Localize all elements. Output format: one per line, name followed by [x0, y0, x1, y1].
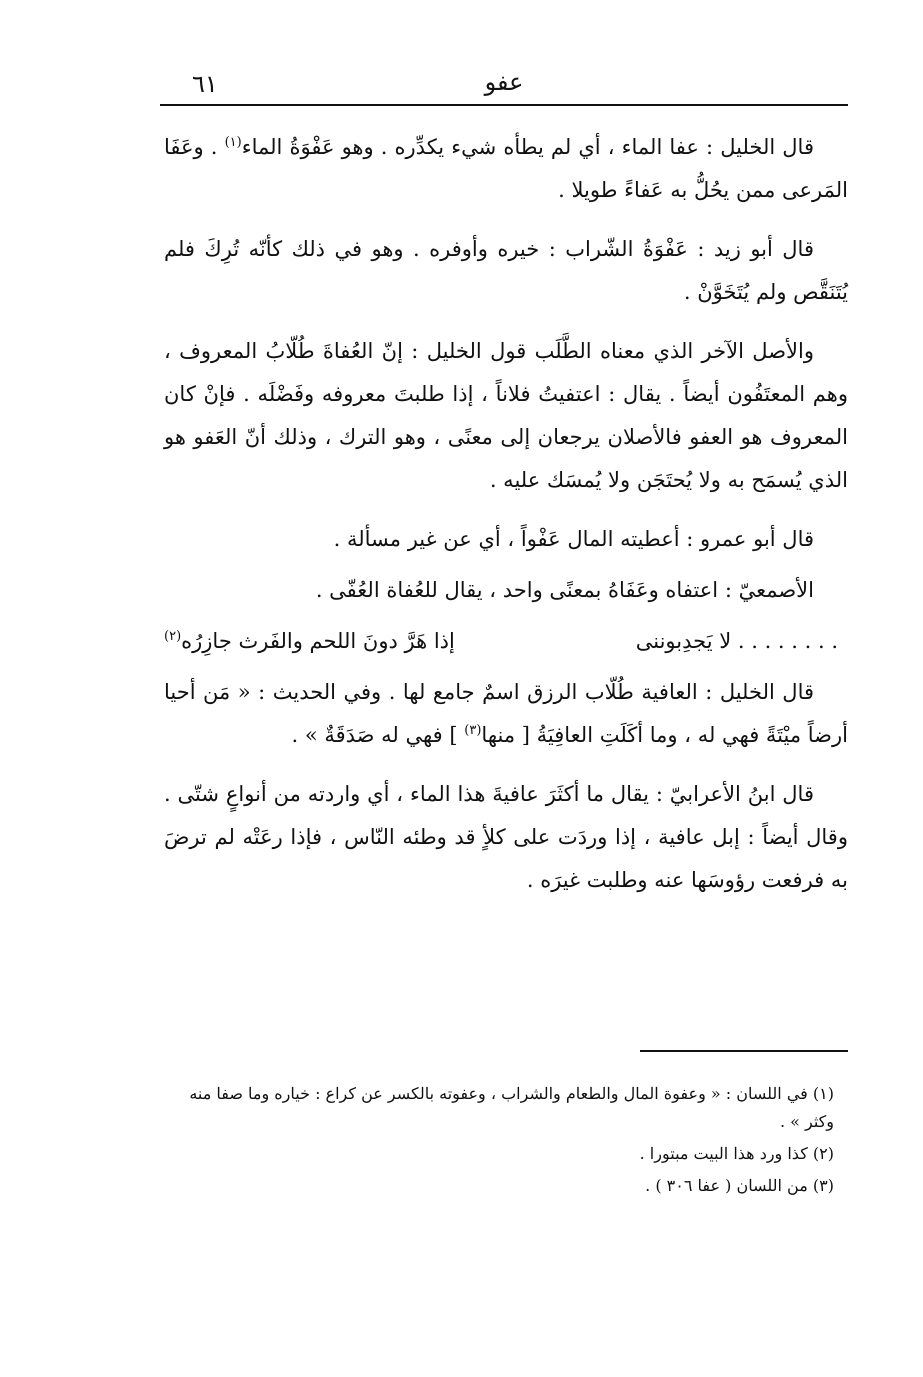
paragraph-1-text: قال الخليل : عفا الماء ، أي لم يطأه شيء يكدِّره . وهو عَفْوَةُ الماء	[241, 135, 814, 159]
paragraph-2: قال أبو زيد : عَفْوَةُ الشّراب : خيره وأوفره . وهو في ذلك كأنّه تُرِكَ فلم يُتَنَقَّص ولم يُتَخَوَّنْ .	[164, 237, 848, 304]
paragraph-6-end: ] فهي له صَدَقَةٌ » .	[291, 723, 465, 747]
paragraph-3: والأصل الآخر الذي معناه الطَّلَب قول الخليل : إنّ العُفاةَ طُلّابُ المعروف ، وهم المعتَفُون أيضاً . يقال : اعتفيتُ فلاناً ، إذا طلبتَ معروفه وفَضْلَه . فإنْ كان المعروف هو العفو فالأصلان يرجعان إلى معنًى ، وهو الترك ، وذلك أنّ العَفو هو الذي يُسمَح به ولا يُحتَجَن ولا يُمسَك عليه .	[164, 339, 848, 492]
paragraph-6-text: قال الخليل : العافية طُلّاب الرزق اسمٌ جامع لها . وفي الحديث : « مَن أحيا أرضاً ميْتَةً فهي له ، وما أكَلَتِ العافِيَةُ [ منها	[164, 680, 848, 747]
footnotes	[164, 1080, 848, 1204]
paragraph-7: قال ابنُ الأعرابيّ : يقال ما أكثَرَ عافيةَ هذا الماء ، أي واردته من أنواعٍ شتّى . وقال أيضاً : إبل عافية ، إذا وردَت على كلأٍ قد وطئه النّاس ، فإذا رعَتْه لم ترضَ به فرفعت رؤوسَها عنه وطلبت غيرَه .	[164, 782, 848, 892]
page-header	[160, 62, 848, 102]
footnote-rule	[640, 1050, 848, 1052]
footnote-ref-1: (١)	[224, 135, 242, 150]
footnote-2	[164, 1140, 848, 1168]
running-head: عفو	[484, 68, 524, 96]
footnote-text: كذا ورد هذا البيت مبتورا .	[639, 1144, 808, 1163]
paragraph-6	[164, 671, 848, 757]
paragraph-1-end: . وعَفَا المَرعى ممن يحُلُّ به عَفاءً طويلا .	[164, 135, 848, 202]
footnote-1	[164, 1080, 848, 1136]
header-rule	[160, 104, 848, 106]
footnote-number: (١)	[812, 1084, 834, 1103]
paragraph-5: الأصمعيّ : اعتفاه وعَفَاهُ بمعنًى واحد ، يقال للعُفاة العُفّى .	[315, 578, 814, 602]
footnote-ref-3: (٣)	[464, 723, 482, 738]
footnote-number: (٢)	[812, 1144, 834, 1163]
body-text	[164, 126, 848, 918]
verse-line	[164, 620, 848, 663]
footnote-3	[164, 1172, 848, 1200]
verse-second-hemistich: إذا هَرَّ دونَ اللحم والفَرث جازِرُه	[181, 629, 455, 653]
footnote-text: في اللسان : « وعفوة المال والطعام والشراب ، وعفوته بالكسر عن كراع : خياره وما صفا منه وكثر » .	[189, 1084, 834, 1131]
footnote-number: (٣)	[812, 1176, 834, 1195]
footnote-text: من اللسان ( عفا ٣٠٦ ) .	[645, 1176, 808, 1195]
footnote-ref-2: (٢)	[164, 629, 182, 644]
page-number: ٦١	[192, 70, 218, 98]
paragraph-4: قال أبو عمرو : أعطيته المال عَفْواً ، أي عن غير مسألة .	[333, 527, 814, 551]
paragraph-1	[164, 126, 848, 212]
verse-first-hemistich: . . . . . . . . لا يَجدِبوننى	[635, 629, 838, 653]
